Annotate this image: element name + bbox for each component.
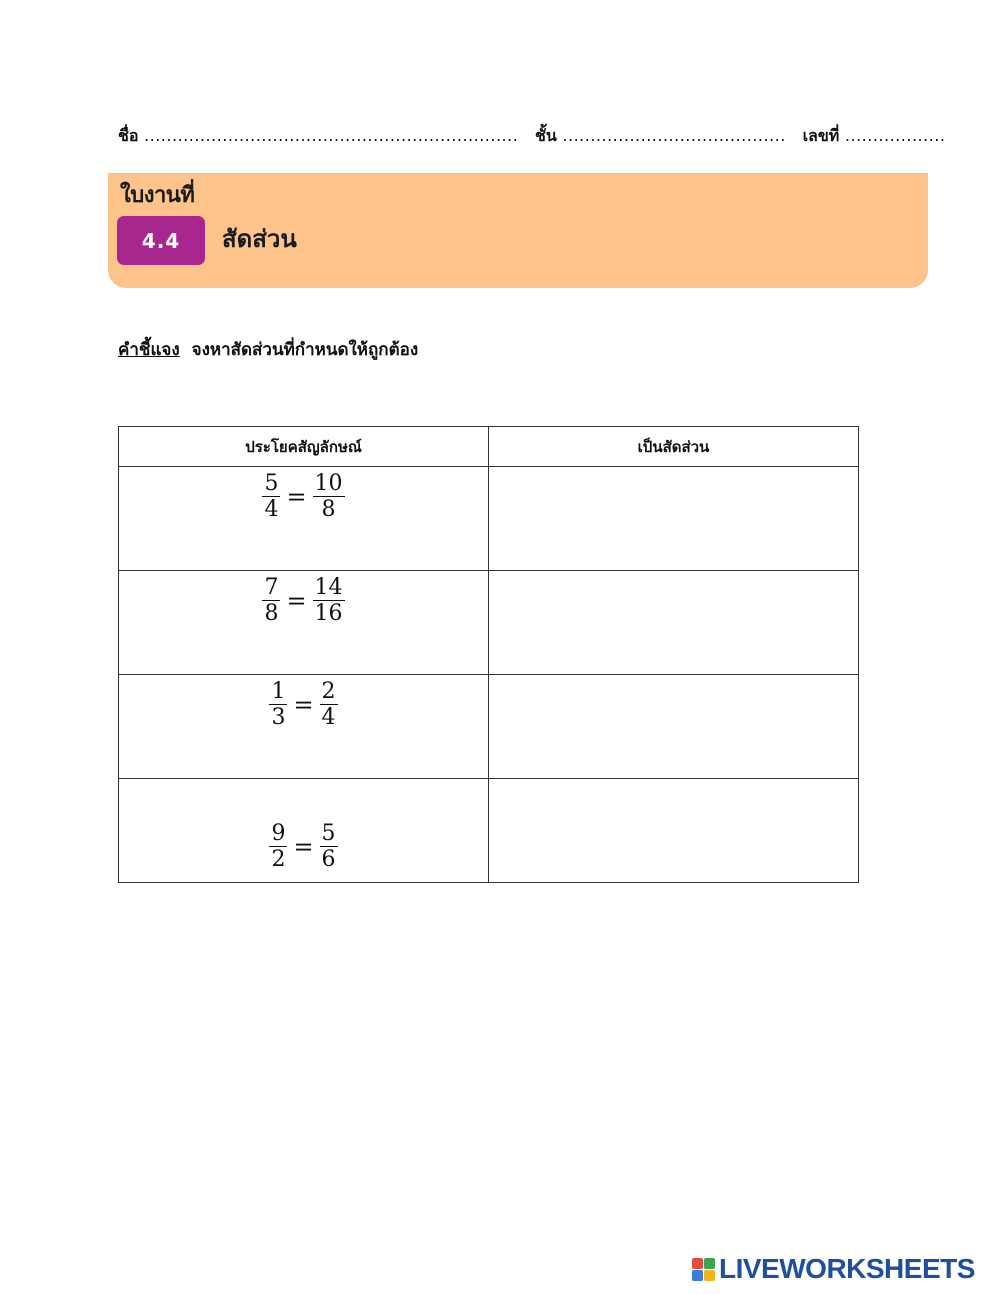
fraction-right bbox=[313, 575, 345, 627]
table-row bbox=[119, 779, 859, 883]
equation-cell bbox=[119, 779, 489, 883]
equals-sign: = bbox=[286, 482, 307, 511]
table-row bbox=[119, 467, 859, 571]
denominator: 8 bbox=[321, 497, 336, 523]
numerator: 2 bbox=[321, 679, 336, 704]
worksheet-title: สัดส่วน bbox=[222, 225, 297, 253]
class-label: ชั้น bbox=[535, 126, 557, 145]
worksheet-number-badge: 4.4 bbox=[117, 216, 205, 265]
denominator: 16 bbox=[314, 601, 343, 627]
table-row bbox=[119, 675, 859, 779]
fraction-equation bbox=[262, 471, 344, 523]
class-field[interactable]: ........................................ bbox=[562, 126, 786, 145]
numerator: 9 bbox=[271, 821, 286, 846]
logo-square bbox=[704, 1258, 715, 1269]
equals-sign: = bbox=[293, 832, 314, 861]
number-label: เลขที่ bbox=[802, 126, 840, 145]
instruction bbox=[118, 336, 418, 363]
fraction-equation bbox=[262, 575, 344, 627]
answer-input[interactable] bbox=[489, 675, 858, 778]
worksheet-banner bbox=[108, 173, 928, 288]
fraction-equation bbox=[269, 821, 337, 873]
fraction-right bbox=[320, 821, 338, 873]
table-row bbox=[119, 571, 859, 675]
numerator: 14 bbox=[314, 575, 343, 600]
equation-cell bbox=[119, 571, 489, 675]
fraction-left bbox=[262, 575, 280, 627]
denominator: 8 bbox=[264, 601, 279, 627]
logo-square bbox=[704, 1270, 715, 1281]
instruction-lead: คำชี้แจง bbox=[118, 340, 180, 360]
answer-input[interactable] bbox=[489, 779, 858, 882]
denominator: 3 bbox=[271, 705, 286, 731]
logo-square bbox=[692, 1270, 703, 1281]
header-symbol-sentence: ประโยคสัญลักษณ์ bbox=[119, 427, 489, 467]
numerator: 1 bbox=[271, 679, 286, 704]
fraction-equation bbox=[269, 679, 337, 731]
equation-cell bbox=[119, 675, 489, 779]
number-field[interactable]: .................. bbox=[844, 126, 946, 145]
answer-input[interactable] bbox=[489, 571, 858, 674]
fraction-right bbox=[313, 471, 345, 523]
name-field[interactable]: ................................................................... bbox=[144, 126, 519, 145]
fraction-left bbox=[262, 471, 280, 523]
answer-cell bbox=[489, 779, 859, 883]
header-is-proportion: เป็นสัดส่วน bbox=[489, 427, 859, 467]
fraction-right bbox=[320, 679, 338, 731]
numerator: 5 bbox=[321, 821, 336, 846]
numerator: 10 bbox=[314, 471, 343, 496]
student-info-line bbox=[118, 124, 946, 149]
liveworksheets-logo[interactable] bbox=[692, 1253, 975, 1285]
equals-sign: = bbox=[293, 690, 314, 719]
answer-cell bbox=[489, 571, 859, 675]
logo-square bbox=[692, 1258, 703, 1269]
proportion-table bbox=[118, 426, 859, 883]
answer-input[interactable] bbox=[489, 467, 858, 570]
name-label: ชื่อ bbox=[118, 126, 139, 145]
instruction-text: จงหาสัดส่วนที่กำหนดให้ถูกต้อง bbox=[191, 340, 419, 360]
logo-text: LIVEWORKSHEETS bbox=[719, 1253, 975, 1284]
answer-cell bbox=[489, 467, 859, 571]
fraction-left bbox=[269, 679, 287, 731]
equation-cell bbox=[119, 467, 489, 571]
table-header-row bbox=[119, 427, 859, 467]
numerator: 5 bbox=[264, 471, 279, 496]
denominator: 4 bbox=[321, 705, 336, 731]
liveworksheets-logo-icon bbox=[692, 1258, 715, 1281]
denominator: 4 bbox=[264, 497, 279, 523]
equals-sign: = bbox=[286, 586, 307, 615]
fraction-left bbox=[269, 821, 287, 873]
numerator: 7 bbox=[264, 575, 279, 600]
answer-cell bbox=[489, 675, 859, 779]
worksheet-label: ใบงานที่ bbox=[120, 183, 195, 208]
denominator: 6 bbox=[321, 847, 336, 873]
denominator: 2 bbox=[271, 847, 286, 873]
